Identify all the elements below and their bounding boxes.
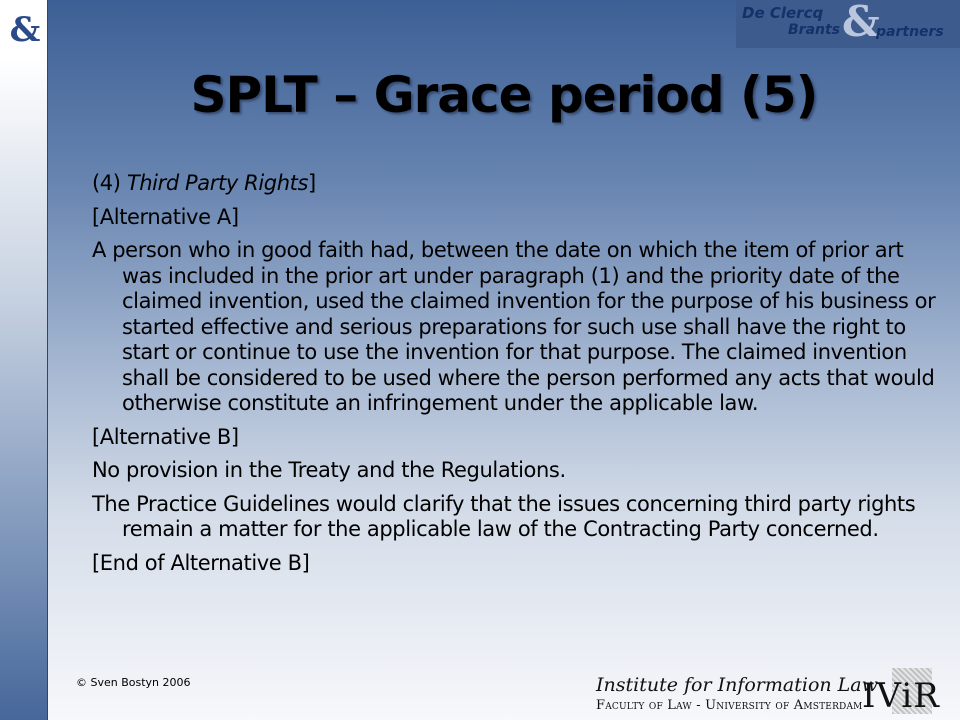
slide-body — [92, 171, 942, 584]
brand-line1: De Clercq — [742, 4, 824, 22]
ivir-logo — [592, 674, 960, 720]
slide-title: SPLT – Grace period (5) — [190, 66, 818, 124]
paragraph-alternative-a-text: A person who in good faith had, between the date on which the item of prior art was included in the prior art under paragraph (1) and the priority date of the claimed invention, used the claimed invention for the purpose of his business or started effective and serious preparations for such use shall have the right to start or continue to use the invention for that purpose. The claimed invention shall be considered to be used where the person performed any acts that would otherwise constitute an infringement under the applicable law. — [92, 238, 936, 415]
paragraph-third-party-rights: (4) Third Party Rights] — [92, 171, 316, 195]
declercq-brants-partners-logo — [736, 0, 960, 48]
paragraph-end-alternative-b: [End of Alternative B] — [92, 550, 310, 575]
ampersand-logo-icon: & — [9, 10, 41, 50]
left-sidebar-bar — [0, 0, 48, 720]
paragraph-no-provision: No provision in the Treaty and the Regulations. — [92, 458, 566, 482]
paragraph-practice-guidelines: The Practice Guidelines would clarify that the issues concerning third party rights remain a matter for the applicable law of the Contracting Party concerned. — [92, 491, 916, 541]
faculty-name: Faculty of Law - University of Amsterdam — [596, 698, 863, 713]
copyright-notice: © Sven Bostyn 2006 — [76, 676, 191, 689]
paragraph-alternative-a: [Alternative A] — [92, 204, 239, 229]
brand-ampersand-icon: & — [842, 0, 880, 46]
brand-line3: partners — [876, 24, 944, 40]
ivir-mark: IViR — [862, 676, 940, 716]
paragraph-alternative-b: [Alternative B] — [92, 424, 239, 449]
brand-line2: Brants — [788, 22, 841, 38]
institute-name: Institute for Information Law — [596, 674, 878, 696]
